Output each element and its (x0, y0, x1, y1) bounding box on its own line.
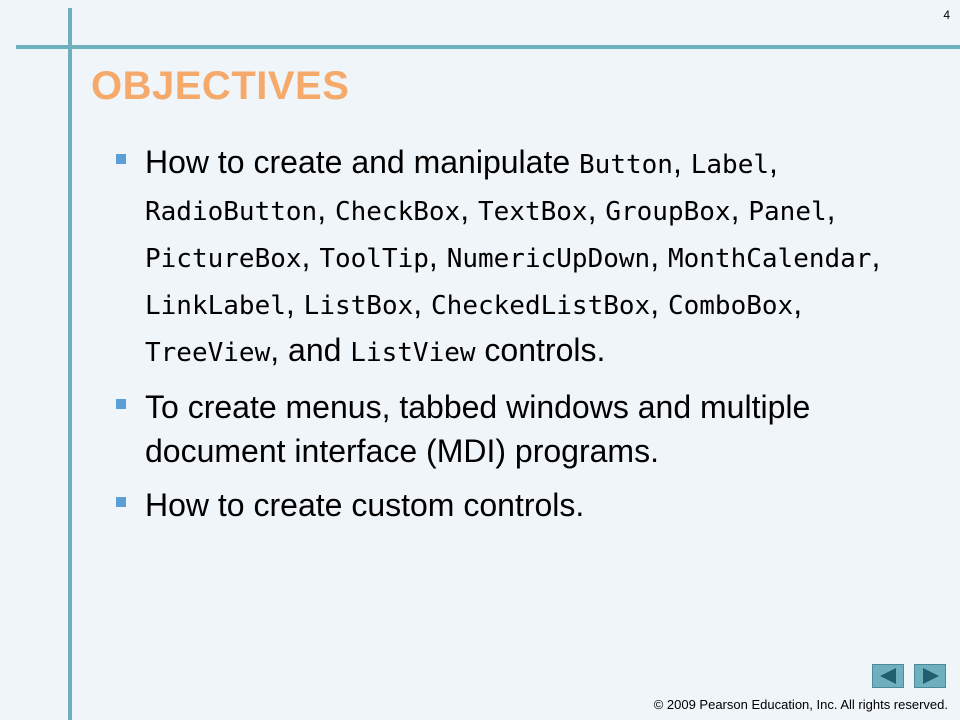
bullet-item (112, 140, 912, 375)
code-term: NumericUpDown (446, 244, 651, 274)
code-term: PictureBox (145, 244, 302, 274)
bullet-text: , (871, 238, 881, 274)
code-term: TextBox (477, 197, 588, 227)
code-term: Button (579, 150, 673, 180)
bullet-text: , (428, 238, 447, 274)
code-term: ToolTip (319, 244, 429, 274)
bullet-text: , and (270, 332, 351, 368)
square-bullet-icon (116, 497, 126, 507)
bullet-text: How to create custom controls. (145, 487, 585, 523)
bullet-text: To create menus, tabbed windows and multiple document interface (MDI) programs. (145, 389, 811, 469)
code-term: ListBox (303, 291, 414, 321)
bullet-text: , (793, 285, 803, 321)
code-term: CheckBox (334, 197, 461, 227)
code-term: ListView (350, 338, 476, 368)
code-term: LinkLabel (145, 291, 286, 321)
bullet-text: , (650, 238, 668, 274)
code-term: GroupBox (605, 197, 731, 227)
bullet-item (112, 483, 912, 527)
code-term: RadioButton (145, 197, 318, 227)
bullet-text: , (769, 144, 778, 180)
bullet-text: , (413, 285, 432, 321)
bullet-text: , (587, 191, 606, 227)
code-term: ComboBox (667, 291, 794, 321)
bullet-text: controls. (475, 332, 606, 368)
triangle-right-icon (923, 668, 939, 684)
bullet-text: , (672, 144, 691, 180)
bullet-text: , (826, 191, 836, 227)
previous-slide-button[interactable] (872, 664, 904, 688)
bullet-text: , (650, 285, 668, 321)
bullet-text: , (301, 238, 320, 274)
bullet-text: , (285, 285, 304, 321)
square-bullet-icon (116, 399, 126, 409)
next-slide-button[interactable] (914, 664, 946, 688)
square-bullet-icon (116, 154, 126, 164)
bullet-text: , (460, 191, 478, 227)
code-term: TreeView (145, 338, 271, 368)
vertical-rule (68, 8, 72, 720)
bullet-text: , (317, 191, 335, 227)
code-term: CheckedListBox (431, 291, 651, 321)
horizontal-rule (16, 45, 960, 49)
slide-title: OBJECTIVES (91, 64, 350, 108)
bullet-list (112, 140, 912, 537)
code-term: Panel (748, 197, 827, 227)
slide-navigation (872, 664, 946, 688)
page-number: 4 (943, 8, 950, 22)
code-term: Label (690, 150, 770, 180)
bullet-text: , (730, 191, 749, 227)
triangle-left-icon (880, 668, 896, 684)
copyright-notice: © 2009 Pearson Education, Inc. All rights reserved. (653, 697, 948, 712)
bullet-text: How to create and manipulate (145, 144, 580, 180)
bullet-item (112, 385, 912, 473)
code-term: MonthCalendar (667, 244, 872, 274)
